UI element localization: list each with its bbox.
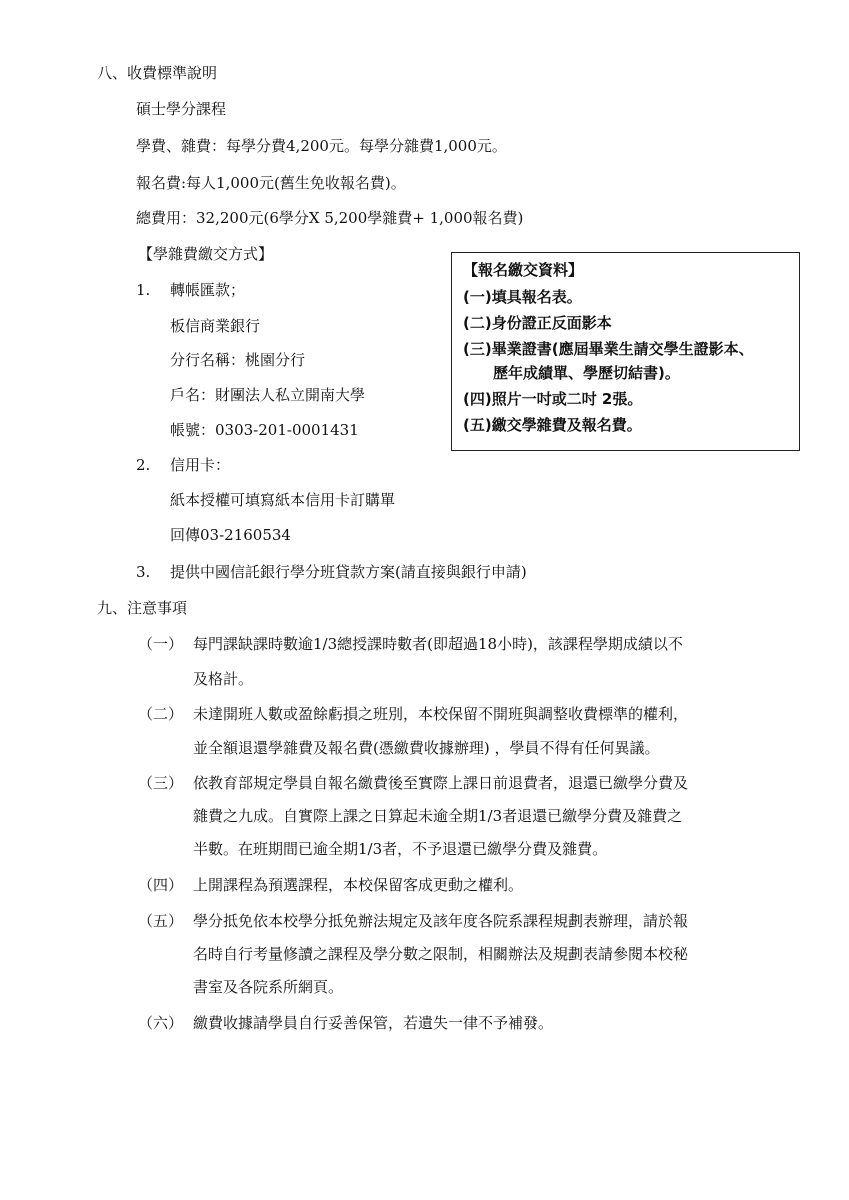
payment-method-2-number: 2. <box>136 456 151 474</box>
notice-line: 學分抵免依本校學分抵免辦法規定及該年度各院系課程規劃表辦理，請於報 <box>193 912 689 930</box>
payment-method-3-label: 提供中國信託銀行學分班貸款方案(請直接與銀行申請) <box>170 563 527 581</box>
section9-heading: 九、注意事項 <box>97 599 188 617</box>
info-box-item: (三)畢業證書(應屆畢業生請交學生證影本、 <box>463 340 754 358</box>
info-box-item: (二)身份證正反面影本 <box>463 314 612 332</box>
notice-number: （五） <box>138 912 184 930</box>
info-box-item: (五)繳交學雜費及報名費。 <box>463 416 642 434</box>
info-box-item: 歷年成績單、學歷切結書)。 <box>493 364 680 382</box>
section8-heading: 八、收費標準說明 <box>97 64 218 82</box>
payment-method-1-label: 轉帳匯款； <box>170 281 246 299</box>
registration-fee-text: 報名費:每人1,000元(舊生免收報名費)。 <box>136 174 406 192</box>
payment-method-3-number: 3. <box>136 563 151 581</box>
notice-line: 並全額退還學雜費及報名費(憑繳費收據辦理) ，學員不得有任何異議。 <box>193 739 660 757</box>
credit-card-form-text: 紙本授權可填寫紙本信用卡訂購單 <box>170 491 396 509</box>
notice-line: 半數。在班期間已逾全期1/3者，不予退還已繳學分費及雜費。 <box>193 840 608 858</box>
notice-number: （四） <box>138 876 184 894</box>
notice-number: （二） <box>138 705 184 723</box>
notice-number: （六） <box>138 1014 184 1032</box>
tuition-fee-text: 學費、雜費：每學分費4,200元。每學分雜費1,000元。 <box>136 137 507 155</box>
info-box-title: 【報名繳交資料】 <box>463 261 584 279</box>
notice-line: 上開課程為預選課程，本校保留客成更動之權利。 <box>193 876 524 894</box>
payment-method-2-label: 信用卡： <box>170 456 231 474</box>
notice-line: 每門課缺課時數逾1/3總授課時數者(即超過18小時)，該課程學期成績以不 <box>193 635 683 653</box>
notice-line: 名時自行考量修讀之課程及學分數之限制，相關辦法及規劃表請參閱本校秘 <box>193 945 689 963</box>
program-name: 碩士學分課程 <box>136 100 227 118</box>
bank-branch: 分行名稱：桃園分行 <box>170 351 306 369</box>
account-number: 帳號：0303-201-0001431 <box>170 421 359 439</box>
notice-line: 繳費收據請學員自行妥善保管，若遺失一律不予補發。 <box>193 1014 554 1032</box>
notice-line: 書室及各院系所網頁。 <box>193 978 344 996</box>
notice-number: （一） <box>138 635 184 653</box>
notice-line: 依教育部規定學員自報名繳費後至實際上課日前退費者，退還已繳學分費及 <box>193 774 689 792</box>
notice-line: 雜費之九成。自實際上課之日算起未逾全期1/3者退還已繳學分費及雜費之 <box>193 807 683 825</box>
account-holder: 戶名：財團法人私立開南大學 <box>170 386 366 404</box>
info-box-item: (一)填具報名表。 <box>463 288 582 306</box>
payment-methods-title: 【學雜費繳交方式】 <box>138 245 274 263</box>
registration-documents-box <box>451 252 800 451</box>
notice-line: 及格計。 <box>193 670 254 688</box>
bank-name: 板信商業銀行 <box>170 317 261 335</box>
total-fee-text: 總費用：32,200元(6學分X 5,200學雜費+ 1,000報名費) <box>136 209 524 227</box>
notice-number: （三） <box>138 774 184 792</box>
fax-number: 回傳03-2160534 <box>170 526 291 544</box>
notice-line: 未達開班人數或盈餘虧損之班別，本校保留不開班與調整收費標準的權利， <box>193 705 689 723</box>
payment-method-1-number: 1. <box>136 281 151 299</box>
info-box-item: (四)照片一吋或二吋 2張。 <box>463 390 643 408</box>
